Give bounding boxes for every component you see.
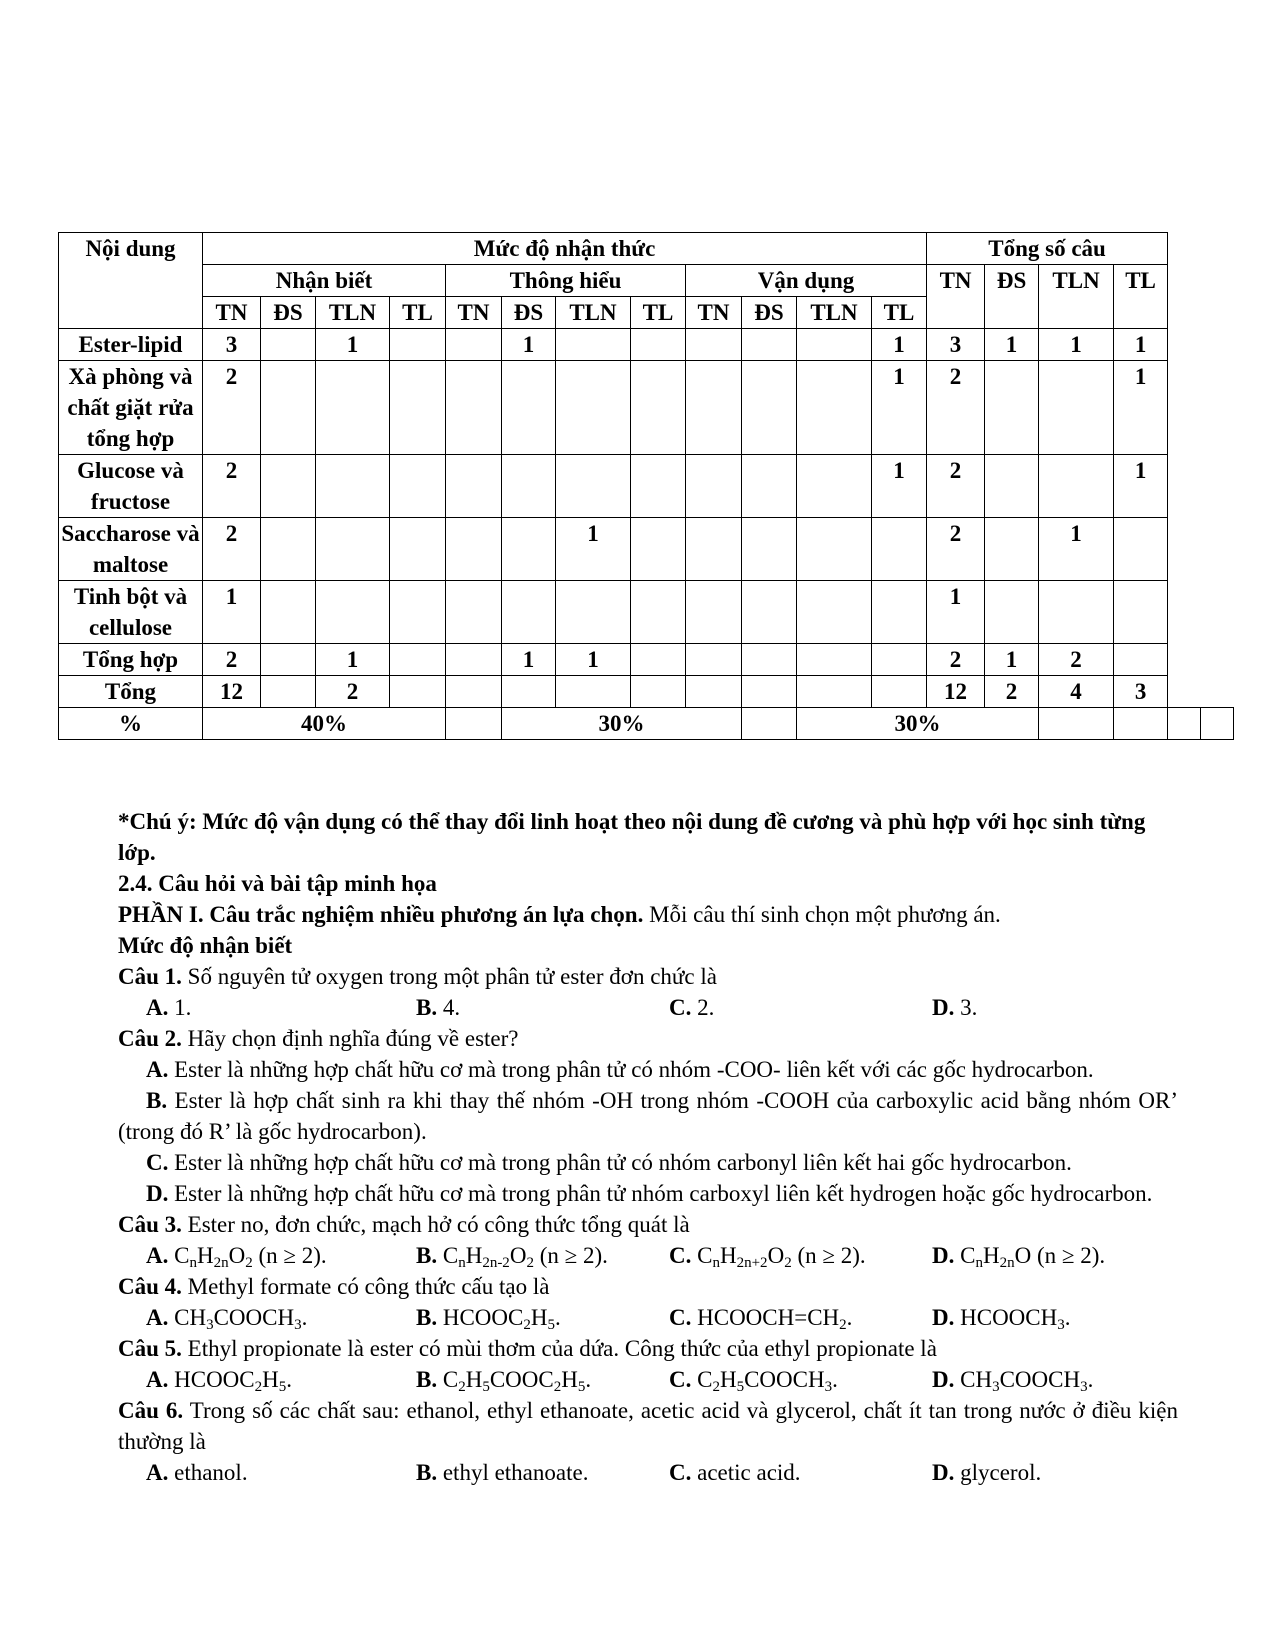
question-6 (118, 1395, 1178, 1457)
header-content: Nội dung (59, 233, 203, 329)
table-cell (1168, 708, 1201, 740)
table-cell: 2 (203, 644, 261, 676)
table-cell (261, 329, 316, 361)
question-1-options (118, 992, 1178, 1023)
table-cell (985, 518, 1039, 581)
type-header: TLN (316, 297, 390, 329)
table-cell: 4 (1039, 676, 1114, 708)
table-cell (556, 329, 631, 361)
question-text: Số nguyên tử oxygen trong một phân tử ester đơn chức là (181, 964, 717, 989)
table-cell: 3 (203, 329, 261, 361)
header-level: Mức độ nhận thức (203, 233, 927, 265)
table-cell (631, 676, 686, 708)
table-cell (1039, 361, 1114, 455)
table-cell: 2 (927, 455, 985, 518)
table-cell (742, 518, 797, 581)
table-row (59, 518, 1234, 581)
table-cell: 1 (556, 518, 631, 581)
option-b: B. ethyl ethanoate. (416, 1460, 589, 1485)
table-cell (316, 361, 390, 455)
row-label: Tổng hợp (59, 644, 203, 676)
question-2 (118, 1023, 1178, 1054)
table-cell (502, 676, 556, 708)
pct-value: 30% (502, 708, 742, 740)
table-cell (502, 518, 556, 581)
table-cell: 1 (927, 581, 985, 644)
option-b: B. $HCOOC_2H_5$. (416, 1305, 561, 1333)
table-cell (742, 455, 797, 518)
question-5 (118, 1333, 1178, 1364)
type-header: TL (872, 297, 927, 329)
table-cell (797, 455, 872, 518)
option-b: B. Ester là hợp chất sinh ra khi thay thế nhóm -OH trong nhóm -COOH của carboxylic acid bằng nhóm OR’ (trong đó R’ là gốc hydrocarbon). (118, 1088, 1178, 1144)
row-label: Glucose và fructose (59, 455, 203, 518)
table-cell: 2 (203, 455, 261, 518)
group-header: Vận dụng (686, 265, 927, 297)
option-a: A. $CH_3COOCH_3$. (146, 1305, 308, 1333)
table-cell (390, 455, 446, 518)
table-cell (686, 518, 742, 581)
table-cell (1039, 708, 1114, 740)
table-cell (985, 581, 1039, 644)
table-cell (686, 329, 742, 361)
row-label: Tinh bột và cellulose (59, 581, 203, 644)
row-label: Saccharose và maltose (59, 518, 203, 581)
question-6-options (118, 1457, 1178, 1488)
option-c: C. Ester là những hợp chất hữu cơ mà trong phân tử có nhóm carbonyl liên kết hai gốc hydrocarbon. (146, 1150, 1072, 1175)
option-a: A. ethanol. (146, 1460, 248, 1485)
table-cell (686, 676, 742, 708)
table-cell (631, 518, 686, 581)
table-cell (797, 329, 872, 361)
option-d: D. $CH_3COOCH_3$. (932, 1367, 1094, 1395)
question-number: Câu 6. (118, 1398, 184, 1423)
group-header: Thông hiểu (446, 265, 686, 297)
table-row (59, 676, 1234, 708)
table-cell (556, 581, 631, 644)
section-heading: 2.4. Câu hỏi và bài tập minh họa (118, 871, 437, 896)
part-instruction: Mỗi câu thí sinh chọn một phương án. (643, 902, 1001, 927)
option-c: C. $C_2H_5COOCH_3$. (669, 1367, 838, 1395)
table-cell (742, 329, 797, 361)
option-a: A. Ester là những hợp chất hữu cơ mà trong phân tử có nhóm -COO- liên kết với các gốc hydrocarbon. (146, 1057, 1094, 1082)
table-cell: 1 (316, 644, 390, 676)
table-cell: 1 (316, 329, 390, 361)
row-label: Ester-lipid (59, 329, 203, 361)
table-cell (1114, 644, 1168, 676)
table-cell (686, 581, 742, 644)
table-cell (446, 581, 502, 644)
table-cell (872, 676, 927, 708)
type-header: TN (927, 265, 985, 329)
table-cell (502, 581, 556, 644)
option-d: D. $HCOOCH_3$. (932, 1305, 1071, 1333)
option-c: C. 2. (669, 995, 715, 1020)
table-cell (446, 708, 502, 740)
type-header: TL (1114, 265, 1168, 329)
table-cell (742, 361, 797, 455)
table-cell (686, 455, 742, 518)
table-cell (985, 455, 1039, 518)
table-cell: 1 (203, 581, 261, 644)
type-header: TLN (1039, 265, 1114, 329)
knowledge-matrix-table (58, 232, 1234, 740)
part-title: PHẦN I. Câu trắc nghiệm nhiều phương án lựa chọn. (118, 902, 644, 927)
table-cell: 2 (985, 676, 1039, 708)
table-cell: 1 (872, 361, 927, 455)
table-cell: 1 (1114, 455, 1168, 518)
table-cell: 2 (203, 518, 261, 581)
pct-value: 40% (203, 708, 446, 740)
table-cell (502, 455, 556, 518)
table-cell (261, 455, 316, 518)
table-cell: 2 (316, 676, 390, 708)
table-cell: 2 (927, 361, 985, 455)
table-cell (797, 676, 872, 708)
table-cell (556, 361, 631, 455)
type-header: TL (390, 297, 446, 329)
table-cell (1039, 455, 1114, 518)
table-cell: 1 (985, 644, 1039, 676)
table-cell: 1 (1039, 329, 1114, 361)
type-header: ĐS (502, 297, 556, 329)
table-cell (797, 518, 872, 581)
table-cell (390, 581, 446, 644)
option-c: C. $C_nH_{2n+2}O_2$ (n ≥ 2). (669, 1243, 866, 1271)
table-cell (261, 518, 316, 581)
option-b: B. $C_nH_{2n-2}O_2$ (n ≥ 2). (416, 1243, 608, 1271)
type-header: ĐS (261, 297, 316, 329)
table-cell: 2 (203, 361, 261, 455)
table-cell (1114, 518, 1168, 581)
option-a: A. $HCOOC_2H_5$. (146, 1367, 293, 1395)
type-header: TLN (556, 297, 631, 329)
question-1 (118, 961, 1178, 992)
table-cell (446, 644, 502, 676)
option-d: D. 3. (932, 995, 978, 1020)
option-b: B. 4. (416, 995, 461, 1020)
table-cell (742, 644, 797, 676)
table-cell: 12 (203, 676, 261, 708)
table-cell (316, 455, 390, 518)
table-cell (631, 361, 686, 455)
table-cell (631, 644, 686, 676)
option-a: A. $C_nH_{2n}O_2$ (n ≥ 2). (146, 1243, 327, 1271)
table-cell: 1 (502, 644, 556, 676)
table-cell: 1 (1114, 329, 1168, 361)
question-text: Trong số các chất sau: ethanol, ethyl ethanoate, acetic acid và glycerol, chất ít tan trong nước ở điều kiện thường là (118, 1398, 1178, 1454)
table-cell (446, 676, 502, 708)
table-row (59, 581, 1234, 644)
type-header: TN (203, 297, 261, 329)
question-text: Ethyl propionate là ester có mùi thơm của dứa. Công thức của ethyl propionate là (181, 1336, 937, 1361)
question-5-options (118, 1364, 1178, 1395)
table-cell: 2 (927, 518, 985, 581)
table-cell (446, 361, 502, 455)
table-cell: 2 (927, 644, 985, 676)
table-cell (985, 361, 1039, 455)
question-4 (118, 1271, 1178, 1302)
option-d: D. Ester là những hợp chất hữu cơ mà trong phân tử nhóm carboxyl liên kết hydrogen hoặc gốc hydrocarbon. (146, 1181, 1153, 1206)
table-cell (556, 455, 631, 518)
table-cell (742, 581, 797, 644)
table-cell: 1 (502, 329, 556, 361)
question-3-options (118, 1240, 1178, 1271)
table-cell (390, 329, 446, 361)
table-cell (1114, 581, 1168, 644)
table-cell: 1 (556, 644, 631, 676)
table-cell: 12 (927, 676, 985, 708)
table-cell (390, 518, 446, 581)
type-header: TN (446, 297, 502, 329)
table-cell (872, 581, 927, 644)
table-row (59, 329, 1234, 361)
table-cell: 2 (1039, 644, 1114, 676)
question-4-options (118, 1302, 1178, 1333)
table-cell (686, 361, 742, 455)
table-cell: 3 (1114, 676, 1168, 708)
document-body (118, 806, 1178, 1488)
table-cell (797, 581, 872, 644)
option-d: D. glycerol. (932, 1460, 1042, 1485)
table-row (59, 361, 1234, 455)
pct-value: 30% (797, 708, 1039, 740)
table-cell (261, 361, 316, 455)
table-cell (446, 329, 502, 361)
table-cell (390, 644, 446, 676)
table-cell (797, 644, 872, 676)
table-cell (261, 581, 316, 644)
question-number: Câu 1. (118, 964, 182, 989)
question-number: Câu 4. (118, 1274, 182, 1299)
question-text: Methyl formate có công thức cấu tạo là (181, 1274, 550, 1299)
table-cell: 3 (927, 329, 985, 361)
table-cell (261, 644, 316, 676)
type-header: ĐS (742, 297, 797, 329)
option-c: C. acetic acid. (669, 1460, 801, 1485)
table-cell (446, 518, 502, 581)
question-number: Câu 5. (118, 1336, 182, 1361)
table-cell: 1 (872, 329, 927, 361)
table-cell (1201, 708, 1234, 740)
group-header: Nhận biết (203, 265, 446, 297)
table-cell (502, 361, 556, 455)
note: *Chú ý: Mức độ vận dụng có thể thay đổi linh hoạt theo nội dung đề cương và phù hợp với học sinh từng lớp. (118, 809, 1146, 865)
table-cell (742, 708, 797, 740)
question-number: Câu 2. (118, 1026, 182, 1051)
table-cell (390, 361, 446, 455)
type-header: TLN (797, 297, 872, 329)
table-row (59, 644, 1234, 676)
level-heading: Mức độ nhận biết (118, 933, 293, 958)
option-d: D. $C_nH_{2n}O$ (n ≥ 2). (932, 1243, 1106, 1271)
question-text: Ester no, đơn chức, mạch hở có công thức tổng quát là (181, 1212, 690, 1237)
table-cell (446, 455, 502, 518)
question-text: Hãy chọn định nghĩa đúng về ester? (181, 1026, 519, 1051)
table-cell (742, 676, 797, 708)
pct-label: % (59, 708, 203, 740)
table-cell (316, 581, 390, 644)
table-cell (631, 329, 686, 361)
type-header: TL (631, 297, 686, 329)
table-cell (316, 518, 390, 581)
table-cell: 1 (1114, 361, 1168, 455)
option-a: A. 1. (146, 995, 192, 1020)
part-heading (118, 899, 1178, 930)
table-cell (631, 581, 686, 644)
table-cell: 1 (872, 455, 927, 518)
table-cell (686, 644, 742, 676)
table-row (59, 455, 1234, 518)
option-b: B. $C_2H_5COOC_2H_5$. (416, 1367, 592, 1395)
table-cell (1114, 708, 1168, 740)
question-number: Câu 3. (118, 1212, 182, 1237)
table-cell (631, 455, 686, 518)
table-cell (261, 676, 316, 708)
table-cell (797, 361, 872, 455)
table-cell (872, 518, 927, 581)
table-cell (556, 676, 631, 708)
question-3 (118, 1209, 1178, 1240)
table-cell (390, 676, 446, 708)
row-label: Tổng (59, 676, 203, 708)
row-label: Xà phòng và chất giặt rửa tổng hợp (59, 361, 203, 455)
table-cell (872, 644, 927, 676)
header-total: Tổng số câu (927, 233, 1168, 265)
matrix-body (59, 329, 1234, 708)
table-cell: 1 (1039, 518, 1114, 581)
type-header: ĐS (985, 265, 1039, 329)
type-header: TN (686, 297, 742, 329)
option-c: C. $HCOOCH=CH_2$. (669, 1305, 853, 1333)
table-cell (1039, 581, 1114, 644)
table-cell: 1 (985, 329, 1039, 361)
